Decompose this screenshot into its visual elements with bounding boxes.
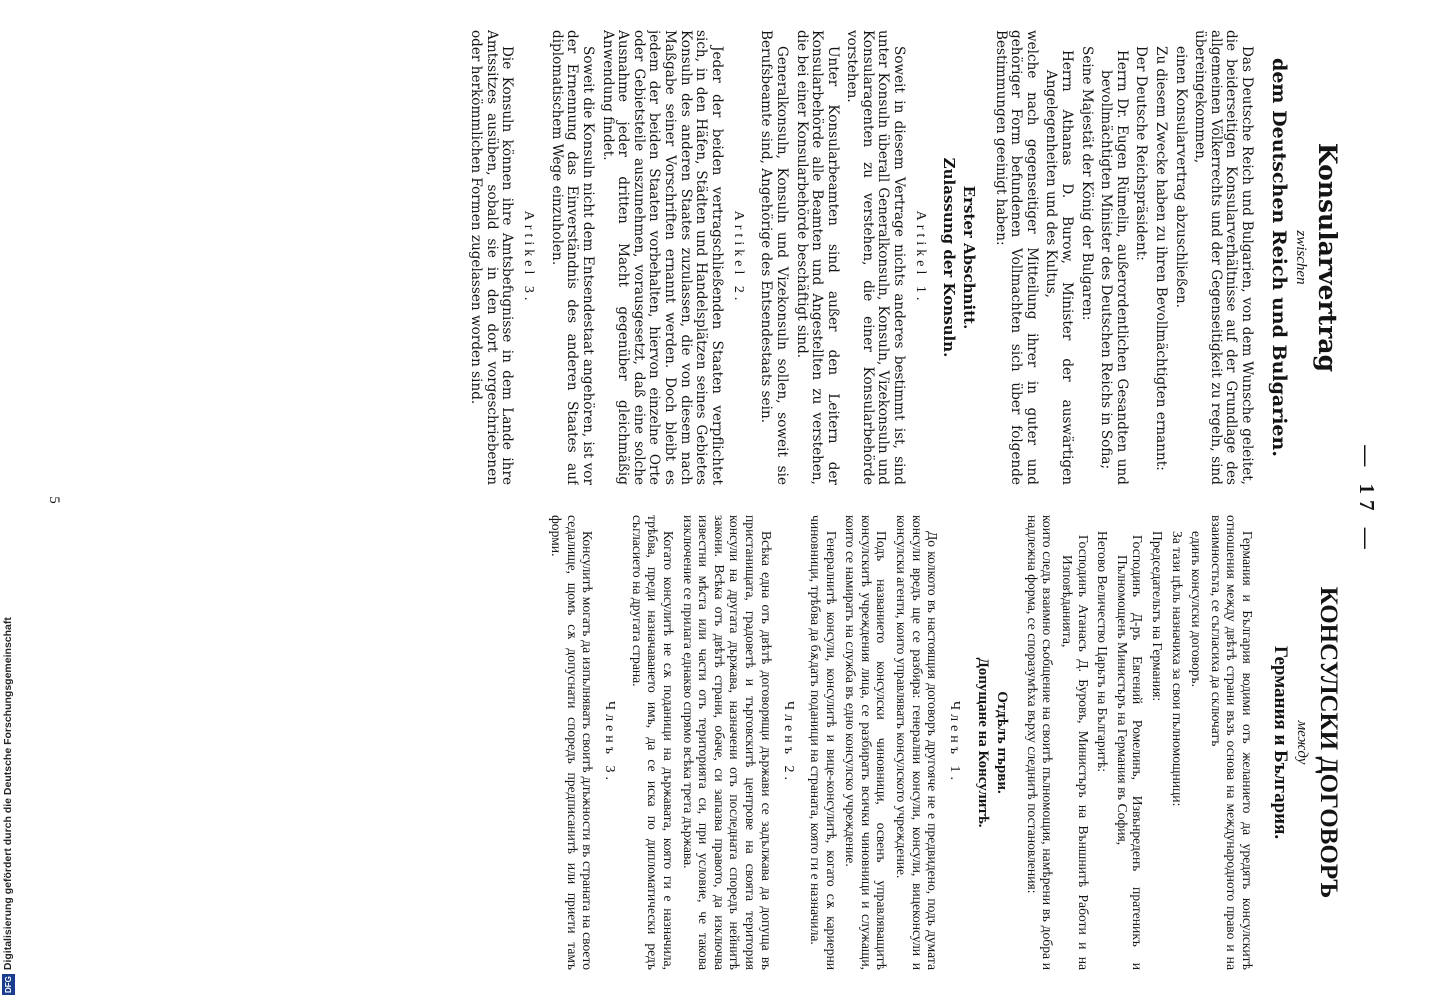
german-plenipotentiary-1: Der Deutsche Reichspräsident:: [1133, 46, 1150, 261]
german-article-2-para-1: Jeder der beiden vertragschließenden Staaten verpflichtet sich, in den Häfen, Städten und Handelsplätzen seines Gebietes Konsuln des anderen Staates zuzulassen, die von diesem nach Maßgabe seiner Vorschriften ernannt werden. Doch bleibt es jedem der beiden Staaten vorbehalten, hiervon einzelne Orte oder Gebietsteile auszunehmen, vorausgesetzt, daß eine solche Ausnahme jeder dritten Macht gegenüber gleichmäßig Anwendung findet.: [599, 30, 725, 485]
german-article-1-para-1: Soweit in diesem Vertrage nichts anderes bestimmt ist, sind unter Konsuln überall Generalkonsuln, Konsuln, Vizekonsuln und Konsularagenten zu verstehen, die einer Konsularbehörde vorstehen.: [844, 30, 908, 485]
german-plenipotentiary-1-name: Herrn Dr. Eugen Rümelin, außerordentlichen Gesandten und bevollmächtigten Minister des Deutschen Reichs in Sofia;: [1098, 50, 1130, 485]
german-agreement-clause: welche nach gegenseitiger Mitteilung ihrer in guter und gehöriger Form befundenen Vollmachten sich über folgende Bestimmungen geeinigt haben:: [992, 30, 1040, 485]
german-intro: Das Deutsche Reich und Bulgarien, von dem Wunsche geleitet, die beiderseitigen Konsularverhältnisse auf der Grundlage des allgemeinen Völkerrechts und der Gegenseitigkeit zu regeln, sind übereingekommen,: [1192, 30, 1255, 485]
bulgarian-intro2: единъ консулски договоръ.: [1189, 531, 1205, 687]
bulgarian-parties: Германия и България.: [1270, 645, 1291, 840]
bulgarian-between: между: [1294, 720, 1310, 765]
bulgarian-article-1-para-2: Подъ названието консулски чиновници, освенъ управляващитѣ консулскитѣ учреждения лица, се разбиратъ всички чиновници и служащи, които се намиратъ на служба въ едно консулско учреждение.: [843, 515, 890, 970]
footer-page-number: 5: [46, 496, 62, 504]
bulgarian-article-1-heading: Членъ 1.: [947, 700, 963, 785]
german-plenipotentiary-2: Seine Majestät der König der Bulgaren:: [1078, 46, 1095, 321]
dfg-logo-icon: DFG: [4, 976, 13, 993]
bulgarian-article-2-heading: Членъ 2.: [780, 700, 796, 785]
german-article-1-heading: Artikel 1.: [913, 210, 929, 305]
bulgarian-plenipotentiary-1-name: Господинъ Д-ръ Евгений Ромелинъ, Извънреденъ пратеникъ и Пълномощенъ Министъръ на Германия въ София,: [1114, 535, 1146, 970]
digitization-credit: [2, 600, 16, 995]
bulgarian-agreement-clause: които следъ взаимно съобщение на своитѣ пълномощия, намѣрени въ добра и надлежна форма, се споразумѣха върху следнитѣ постановления:: [1024, 515, 1056, 970]
german-article-3-heading: Artikel 3.: [521, 210, 537, 305]
bulgarian-plenipotentiary-2-name: Господинъ Атанасъ Д. Буровъ, Министъръ на Външнитѣ Работи и на Изповѣданията,: [1060, 535, 1091, 970]
bulgarian-intro: Германия и България водими отъ желанието да уредятъ консулскитѣ отношения между двѣтѣ страни възъ основа на международното право и на взаимностьта, се съгласиха да сключатъ: [1208, 515, 1255, 970]
credit-text-line: [2, 600, 15, 995]
german-article-1-para-3: Generalkonsuln, Konsuln und Vizekonsuln sollen, soweit sie Berufsbeamte sind, Angehörige des Entsendestaats sein.: [758, 30, 790, 485]
bulgarian-title: КОНСУЛСКИ ДОГОВОРЪ: [1315, 586, 1342, 899]
bulgarian-plenipotentiary-2: Негово Величество Царьтъ на Българитѣ:: [1095, 531, 1111, 773]
german-intro2: einen Konsularvertrag abzuschließen.: [1172, 46, 1189, 308]
german-between: zwischen: [1293, 230, 1309, 285]
bulgarian-article-2-para-1: Всѣка една отъ двѣтѣ договорящи държави се задължава да допуща въ пристанищата, градоветѣ и търговскитѣ центрове на своята територия консули на другата държава, назначени отъ последната споредъ нейнитѣ закони. Всѣка отъ двѣтѣ страни, обаче, си запазва правото, да изключва известни мѣста или части отъ територията си, при условие, че такова изключение се прилага еднакво спрямо всѣка трета държава.: [680, 515, 774, 970]
bulgarian-article-2-para-2: Когато консулитѣ не сѫ поданици на държавата, която ги е назначила, трѣбва, преди назначаването имъ, да се иска по дипломатически редъ съгласието на другата страна.: [629, 515, 676, 970]
german-article-1-para-2: Unter Konsularbeamten sind außer den Leitern der Konsularbehörde alle Beamten und Angestellten zu verstehen, die bei einer Konsularbehörde beschäftigt sind.: [793, 30, 841, 485]
bulgarian-column: [89, 515, 1344, 970]
german-article-2-para-2: Soweit die Konsuln nicht dem Entsendestaat angehören, ist vor der Ernennung das Einverständnis des anderen Staates auf diplomatischem Wege einzuholen.: [548, 30, 596, 485]
bulgarian-section-subheading: Допущане на Консулитѣ.: [975, 657, 992, 828]
bulgarian-article-3-para-1: Консулитѣ могатъ да изпълняватъ своитѣ длъжности въ страната на своето седалище, щомъ сѫ допуснати споредъ предписанитѣ или приети тамъ форми.: [549, 515, 596, 970]
german-column: [89, 30, 1344, 485]
german-article-3-para-1: Die Konsuln können ihre Amtsbefugnisse in dem Lande ihre Amtssitzes ausüben, sobald sie in den dort vorgeschriebenen oder herkömmlichen Formen zugelassen worden sind.: [468, 30, 516, 485]
bulgarian-section-heading: Отдѣлъ първи.: [994, 691, 1011, 794]
bulgarian-article-3-heading: Членъ 3.: [602, 700, 618, 785]
credit-text: Digitalisierung gefördert durch die Deutsche Forschungsgemeinschaft: [2, 617, 14, 971]
german-intro3: Zu diesem Zwecke haben zu ihren Bevollmächtigten ernannt:: [1153, 46, 1170, 471]
bulgarian-intro3: За тази цѣль назначиха за свои пълномощници:: [1169, 531, 1185, 807]
bulgarian-plenipotentiary-1: Председательтъ на Германия:: [1150, 531, 1166, 702]
german-title: Konsularvertrag: [1313, 142, 1342, 373]
bulgarian-article-1-para-1: До колкото въ настоящия договоръ другояче не е предвидено, подъ думата консули вредъ ще се разбира: генерални консули, консули, вицеконсули и консулски агенти, които управляватъ консулското учреждение.: [894, 515, 941, 970]
bulgarian-article-1-para-3: Генералнитѣ консули, консулитѣ и вице-консулитѣ, когато сѫ кариерни чиновници, трѣбва да бѫдатъ поданици на страната, която ги е назначила.: [808, 515, 839, 970]
page-number: — 17 —: [1355, 445, 1379, 555]
german-section-subheading: Zulassung der Konsuln.: [940, 157, 959, 358]
german-section-heading: Erster Abschnitt.: [960, 185, 979, 330]
page-content: [14, 30, 1434, 970]
german-plenipotentiary-2-name: Herrn Athanas D. Burow, Minister der auswärtigen Angelegenheiten und des Kultus,: [1043, 50, 1076, 485]
german-parties: dem Deutschen Reich und Bulgarien.: [1268, 58, 1290, 457]
german-article-2-heading: Artikel 2.: [730, 210, 746, 305]
